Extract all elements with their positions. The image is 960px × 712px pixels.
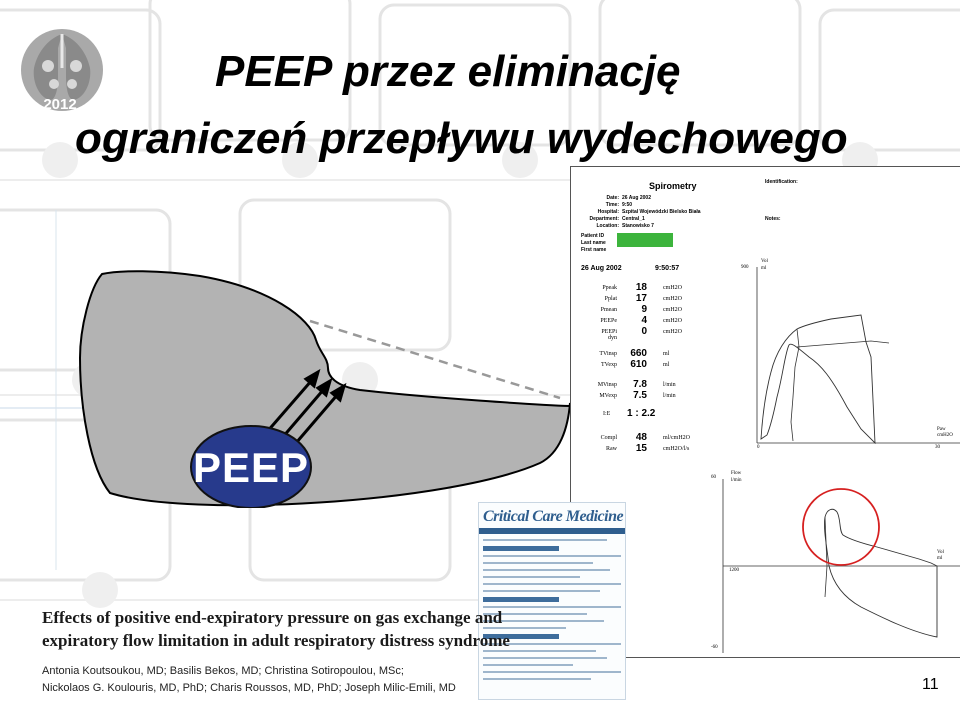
page-number: 11 bbox=[922, 676, 939, 693]
lung-airway-diagram bbox=[70, 268, 580, 508]
journal-name: Critical Care Medicine bbox=[483, 508, 624, 525]
record-date: 26 Aug 2002 bbox=[581, 265, 622, 272]
record-time: 9:50:57 bbox=[655, 265, 680, 272]
fv-y-label: Flow bbox=[731, 471, 742, 476]
pv-y-unit: ml bbox=[761, 266, 767, 271]
fv-x-max: 1200 bbox=[729, 568, 739, 573]
fv-x-unit: ml bbox=[937, 556, 943, 561]
fv-x-label: Vol bbox=[937, 550, 944, 555]
journal-header-bar bbox=[479, 528, 625, 534]
authors-line2: Nickolaos G. Koulouris, MD, PhD; Charis Roussos, MD, PhD; Joseph Milic-Emili, MD bbox=[42, 682, 456, 694]
pv-x-label: Paw bbox=[937, 427, 946, 432]
authors-line1: Antonia Koutsoukou, MD; Basilis Bekos, MD; Christina Sotiropoulou, MSc; bbox=[42, 665, 404, 677]
notes-label: Notes: bbox=[765, 216, 781, 222]
journal-cover bbox=[478, 502, 626, 700]
ie-value: 1 : 2.2 bbox=[627, 408, 656, 419]
fv-y-unit: l/min bbox=[731, 478, 742, 483]
spirometry-printout: Spirometry Identification: Notes: Date: 26 Aug 2002 Time: 9:50 Hospital: Szpital Wojewódzki Bielsko Biała Department: Central_1 Location: Stanowisko 7 Patient ID Last name First name 26 Aug 2002 9:50:57 Ppeak 18 cmH2O Pplat 17 cmH2O Pmean 9 cmH2O PEEPe 4 cmH2O PEEPi dyn 0 cmH2O TVinsp 660 ml TVexp 610 ml MVinsp 7.8 l/min MVexp 7.5 l/min Compl 48 ml/cmH2O Raw 15 cmH2O/l/s I:E 1 : 2.2 Vol ml 900 Paw cmH2O 0 30 Flow l/min 60 -60 Vol ml 1200 bbox=[570, 166, 960, 658]
paper-authors bbox=[42, 663, 456, 697]
fv-y-min: -60 bbox=[711, 645, 718, 650]
paper-title bbox=[42, 606, 510, 652]
paper-title-line1: Effects of positive end-expiratory pressure on gas exchange and bbox=[42, 608, 503, 627]
pv-x-min: 0 bbox=[757, 445, 760, 450]
peep-label: PEEP bbox=[192, 443, 310, 491]
identification-label: Identification: bbox=[765, 179, 798, 185]
pv-x-max: 30 bbox=[935, 445, 940, 450]
logo-year: 2012 bbox=[43, 96, 77, 113]
slide-title-line1: PEEP przez eliminację bbox=[215, 47, 681, 96]
patient-labels: Patient ID Last name First name bbox=[581, 233, 607, 253]
ie-label: I:E bbox=[603, 411, 611, 417]
pv-y-label: Vol bbox=[761, 259, 768, 264]
spirometry-meta: Date: 26 Aug 2002 Time: 9:50 Hospital: Szpital Wojewódzki Bielsko Biała Department: Central_1 Location: Stanowisko 7 bbox=[589, 195, 701, 229]
pv-y-max: 900 bbox=[741, 265, 749, 270]
spirometry-title: Spirometry bbox=[649, 181, 697, 191]
paper-title-line2: expiratory flow limitation in adult respiratory distress syndrome bbox=[42, 631, 510, 650]
fv-y-max: 60 bbox=[711, 475, 716, 480]
slide-title-line2: ograniczeń przepływu wydechowego bbox=[75, 114, 848, 163]
pv-x-unit: cmH2O bbox=[937, 433, 953, 438]
flow-limitation-highlight bbox=[803, 489, 879, 565]
pressure-volume-loop bbox=[571, 167, 960, 657]
